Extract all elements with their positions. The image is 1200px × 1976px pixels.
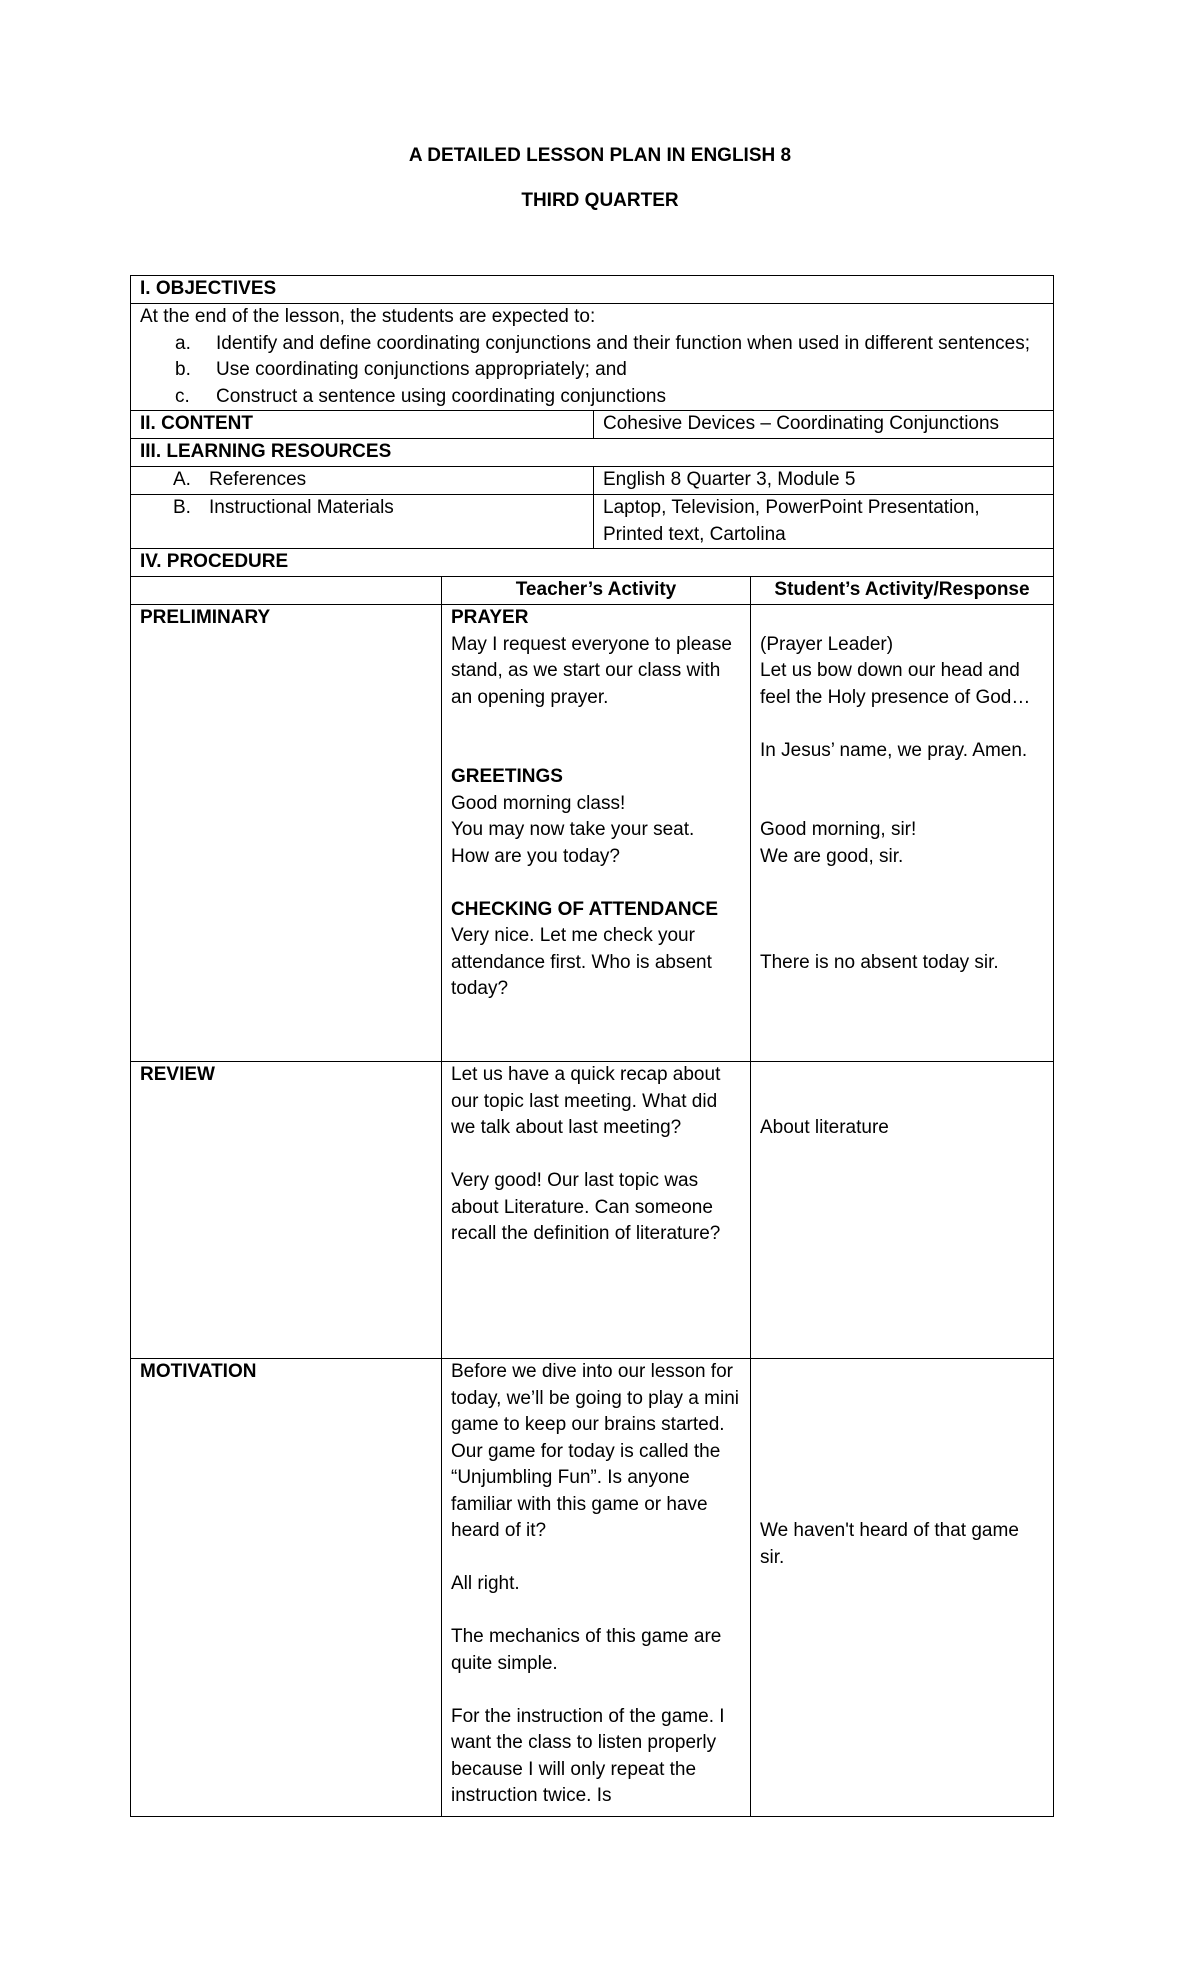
content-row (131, 411, 1054, 439)
objectives-body-row (131, 304, 1054, 411)
greetings-heading: GREETINGS (451, 766, 563, 787)
review-row (131, 1062, 1054, 1359)
motivation-student-text: We haven't heard of that game sir. (760, 1520, 1019, 1568)
prayer-heading: PRAYER (451, 607, 529, 628)
resources-heading: III. LEARNING RESOURCES (131, 439, 1054, 467)
student-good: We are good, sir. (760, 845, 904, 867)
objective-letter: b. (175, 359, 191, 380)
student-prayer-leader: (Prayer Leader) (760, 633, 894, 655)
greetings-line: How are you today? (451, 845, 620, 867)
objective-text: Construct a sentence using coordinating conjunctions (216, 385, 666, 407)
procedure-columns-blank (131, 577, 442, 605)
attendance-heading: CHECKING OF ATTENDANCE (451, 898, 719, 920)
objective-item (175, 384, 1044, 411)
teacher-activity-header: Teacher’s Activity (442, 577, 751, 605)
content-value: Cohesive Devices – Coordinating Conjunctions (594, 411, 1054, 439)
student-greeting: Good morning, sir! (760, 819, 917, 840)
attendance-text: Very nice. Let me check your attendance first. Who is absent today? (451, 925, 712, 999)
references-letter: A. (173, 469, 191, 490)
materials-letter: B. (173, 497, 191, 518)
student-absent: There is no absent today sir. (760, 951, 999, 973)
references-value: English 8 Quarter 3, Module 5 (594, 467, 1054, 495)
motivation-teacher-text: The mechanics of this game are quite simple. (451, 1626, 722, 1674)
student-activity-header: Student’s Activity/Response (751, 577, 1054, 605)
greetings-line: You may now take your seat. (451, 819, 695, 840)
preliminary-row (131, 605, 1054, 1062)
preliminary-teacher (442, 605, 751, 1062)
objectives-heading: I. OBJECTIVES (131, 276, 1054, 304)
materials-cell (131, 495, 594, 549)
resources-heading-row (131, 439, 1054, 467)
document-subtitle: THIRD QUARTER (521, 190, 679, 211)
objectives-heading-row (131, 276, 1054, 304)
procedure-heading: IV. PROCEDURE (131, 549, 1054, 577)
objectives-intro: At the end of the lesson, the students are expected to: (140, 306, 596, 327)
materials-row (131, 495, 1054, 549)
motivation-row (131, 1359, 1054, 1817)
procedure-heading-row (131, 549, 1054, 577)
motivation-teacher-text: All right. (451, 1573, 520, 1594)
objectives-body (131, 304, 1054, 411)
references-label: References (209, 469, 307, 490)
greetings-line: Good morning class! (451, 792, 626, 814)
objective-text: Use coordinating conjunctions appropriately; and (216, 359, 627, 380)
references-row (131, 467, 1054, 495)
motivation-label: MOTIVATION (131, 1359, 442, 1817)
review-student-text: About literature (760, 1117, 889, 1138)
review-teacher-text: Let us have a quick recap about our topic last meeting. What did we talk about last meeting? (451, 1064, 721, 1138)
objective-item (175, 357, 1044, 384)
content-heading: II. CONTENT (131, 411, 594, 439)
objective-letter: c. (175, 385, 190, 407)
objective-text: Identify and define coordinating conjunctions and their function when used in different sentences; (216, 332, 1031, 354)
review-student (751, 1062, 1054, 1359)
lesson-plan-table (130, 275, 1054, 1817)
objective-item (175, 331, 1044, 358)
student-amen: In Jesus’ name, we pray. Amen. (760, 739, 1028, 761)
preliminary-student (751, 605, 1054, 1062)
motivation-teacher-text: For the instruction of the game. I want the class to listen properly because I will only repeat the instruction twice. Is (451, 1705, 725, 1806)
review-teacher (442, 1062, 751, 1359)
materials-label: Instructional Materials (209, 497, 394, 518)
procedure-columns-row (131, 577, 1054, 605)
document-title: A DETAILED LESSON PLAN IN ENGLISH 8 (408, 145, 792, 166)
motivation-teacher-text: Before we dive into our lesson for today, we’ll be going to play a mini game to keep our brains started. Our game for today is called the “Unjumbling Fun”. Is anyone familiar with this game or have heard of it? (451, 1361, 739, 1541)
motivation-teacher (442, 1359, 751, 1817)
motivation-student (751, 1359, 1054, 1817)
objective-letter: a. (175, 332, 191, 354)
student-prayer: Let us bow down our head and feel the Holy presence of God… (760, 660, 1031, 708)
references-cell (131, 467, 594, 495)
review-teacher-text: Very good! Our last topic was about Literature. Can someone recall the definition of literature? (451, 1170, 721, 1244)
objectives-list (140, 331, 1044, 411)
preliminary-label: PRELIMINARY (131, 605, 442, 1062)
prayer-text: May I request everyone to please stand, as we start our class with an opening prayer. (451, 633, 732, 708)
review-label: REVIEW (131, 1062, 442, 1359)
materials-value: Laptop, Television, PowerPoint Presentation, Printed text, Cartolina (594, 495, 1054, 549)
